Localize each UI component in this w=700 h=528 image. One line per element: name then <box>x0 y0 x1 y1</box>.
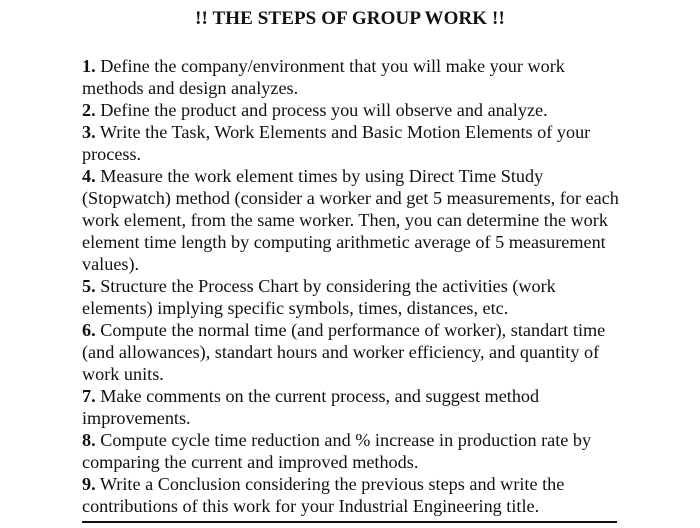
step-item-3 <box>82 121 627 165</box>
step-text: Compute the normal time (and performance of worker), standart time (and allowances), standart hours and worker efficiency, and quantity of work units. <box>82 320 606 384</box>
step-number: 1. <box>82 56 96 76</box>
step-number: 5. <box>82 276 96 296</box>
step-item-5 <box>82 275 627 319</box>
step-text: Define the product and process you will observe and analyze. <box>100 100 548 120</box>
bottom-rule <box>82 521 617 523</box>
step-item-9 <box>82 473 627 517</box>
step-item-6 <box>82 319 627 385</box>
step-number: 3. <box>82 122 96 142</box>
step-number: 8. <box>82 430 96 450</box>
document-title: !! THE STEPS OF GROUP WORK !! <box>195 8 505 29</box>
step-item-2 <box>82 99 627 121</box>
step-text: Compute cycle time reduction and % increase in production rate by comparing the current and improved methods. <box>82 430 592 472</box>
step-item-8 <box>82 429 627 473</box>
step-number: 9. <box>82 474 96 494</box>
step-text: Structure the Process Chart by considering the activities (work elements) implying specific symbols, times, distances, etc. <box>82 276 556 318</box>
step-text: Define the company/environment that you will make your work methods and design analyzes. <box>82 56 565 98</box>
step-number: 6. <box>82 320 96 340</box>
step-text: Write a Conclusion considering the previous steps and write the contributions of this work for your Industrial Engineering title. <box>82 474 565 516</box>
step-item-7 <box>82 385 627 429</box>
step-number: 2. <box>82 100 96 120</box>
step-number: 4. <box>82 166 96 186</box>
step-text: Measure the work element times by using Direct Time Study (Stopwatch) method (consider a worker and get 5 measurements, for each work element, from the same worker. Then, you can determine the work element time length by computing arithmetic average of 5 measurement values). <box>82 166 619 274</box>
step-number: 7. <box>82 386 96 406</box>
step-item-1 <box>82 55 627 99</box>
steps-list <box>82 55 627 517</box>
step-text: Write the Task, Work Elements and Basic Motion Elements of your process. <box>82 122 591 164</box>
step-text: Make comments on the current process, and suggest method improvements. <box>82 386 540 428</box>
step-item-4 <box>82 165 627 275</box>
